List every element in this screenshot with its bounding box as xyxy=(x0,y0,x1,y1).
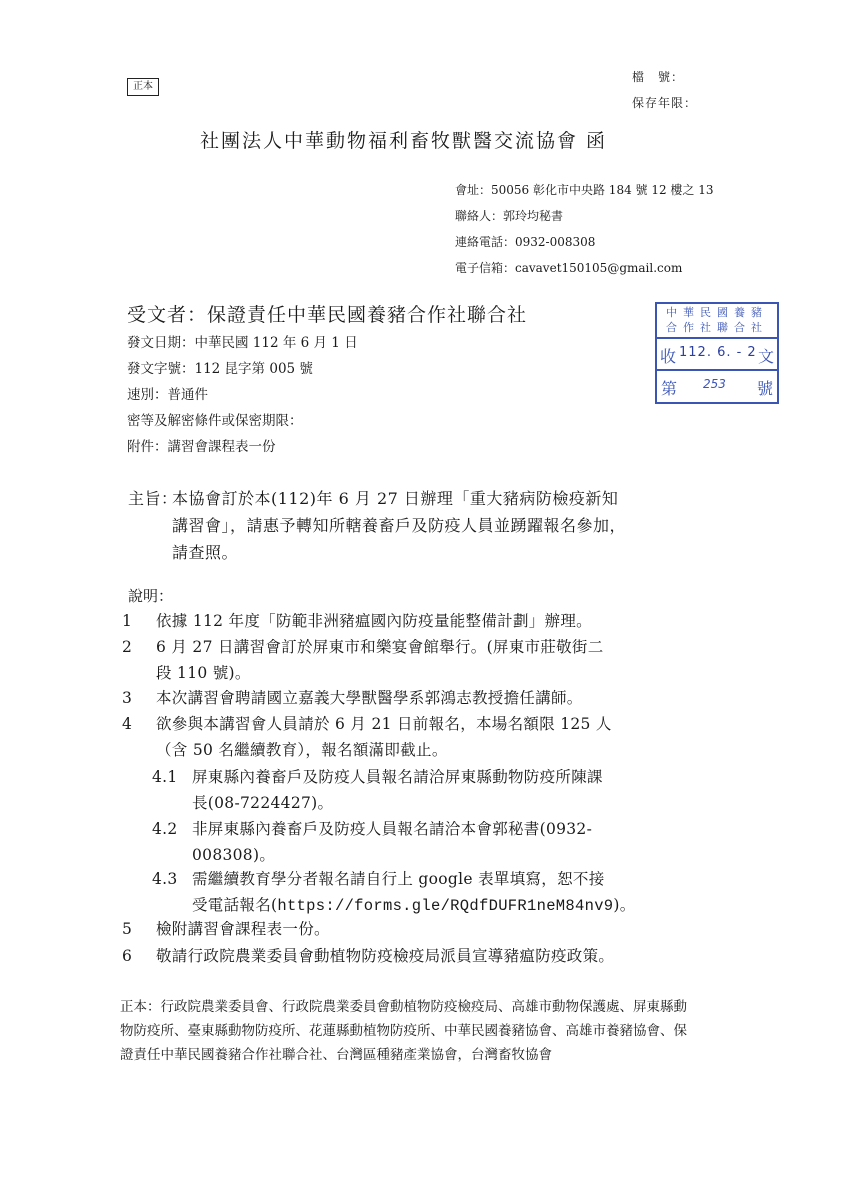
item-text: 檢附講習會課程表一份。 xyxy=(156,920,330,938)
subitem-number: 4.2 xyxy=(152,820,178,838)
subject-line-3: 請查照。 xyxy=(172,543,239,562)
attachment: 附件：講習會課程表一份 xyxy=(127,439,276,455)
stamp-no-prefix: 第 xyxy=(661,379,678,398)
subitem-text-line-2: 長(08-7224427)。 xyxy=(192,794,334,812)
stamp-no-suffix: 號 xyxy=(756,379,773,398)
delivery-speed: 速別：普通件 xyxy=(127,387,208,403)
explanation-subitem-4-2 xyxy=(152,816,752,868)
subject xyxy=(128,485,626,566)
registration-note-end: )。 xyxy=(613,896,636,914)
subject-line-1: 本協會訂於本(112)年 6 月 27 日辦理「重大豬病防檢疫新知 xyxy=(172,489,619,508)
explanation-subitem-4-3 xyxy=(152,866,752,918)
registration-note: 受電話報名( xyxy=(192,896,278,914)
explanation-item-1 xyxy=(122,608,762,634)
secrecy-level: 密等及解密條件或保密期限： xyxy=(127,413,303,429)
stamp-org xyxy=(657,304,777,339)
item-number: 3 xyxy=(122,689,133,707)
contact-person: 聯絡人：郭玲均秘書 xyxy=(455,209,564,223)
item-number: 4 xyxy=(122,715,133,733)
explanation-item-5 xyxy=(122,916,762,942)
explanation-item-3 xyxy=(122,685,762,711)
subject-label: 主旨： xyxy=(128,489,178,508)
subitem-text-line-2: 008308)。 xyxy=(192,846,276,864)
stamp-number-row xyxy=(657,370,777,402)
subitem-number: 4.1 xyxy=(152,768,178,786)
stamp-org-line2: 合作社聯合社 xyxy=(666,321,768,334)
stamp-org-line1: 中華民國養豬 xyxy=(666,306,768,319)
stamp-doc-char: 文 xyxy=(757,347,774,366)
file-number-label: 檔 號： xyxy=(632,70,685,84)
subitem-text-line-1: 非屏東縣內養畜戶及防疫人員報名請洽本會郭秘書(0932- xyxy=(192,820,593,838)
stamp-date-row xyxy=(657,337,777,371)
item-text: 本次講習會聘請國立嘉義大學獸醫學系郭鴻志教授擔任講師。 xyxy=(156,689,583,707)
explanation-item-2 xyxy=(122,634,762,686)
recipient: 受文者：保證責任中華民國養豬合作社聯合社 xyxy=(127,304,528,326)
original-copy-mark: 正本 xyxy=(127,78,159,96)
item-text-line-1: 欲參與本講習會人員請於 6 月 21 日前報名，本場名額限 125 人 xyxy=(156,715,612,733)
subitem-text-line-1: 需繼續教育學分者報名請自行上 google 表單填寫，恕不接 xyxy=(192,870,605,888)
subitem-text-line-2 xyxy=(192,892,636,919)
contact-phone: 連絡電話：0932-008308 xyxy=(455,235,596,249)
google-form-link[interactable]: https://forms.gle/RQdfDUFR1neM84nv9 xyxy=(277,897,614,915)
explanation-item-4 xyxy=(122,711,762,763)
item-text-line-1: 6 月 27 日講習會訂於屏東市和樂宴會館舉行。(屏東市莊敬街二 xyxy=(156,638,604,656)
contact-address: 會址：50056 彰化市中央路 184 號 12 樓之 13 xyxy=(455,183,714,197)
stamp-number: 253 xyxy=(703,377,726,391)
item-text: 敬請行政院農業委員會動植物防疫檢疫局派員宣導豬瘟防疫政策。 xyxy=(156,947,615,965)
item-text-line-2: （含 50 名繼續教育），報名額滿即截止。 xyxy=(156,741,448,759)
item-text: 依據 112 年度「防範非洲豬瘟國內防疫量能整備計劃」辦理。 xyxy=(156,612,592,630)
explanation-subitem-4-1 xyxy=(152,764,752,816)
subitem-number: 4.3 xyxy=(152,870,178,888)
explanation-heading: 說明： xyxy=(128,587,174,605)
item-text-line-2: 段 110 號)。 xyxy=(156,664,251,682)
item-number: 6 xyxy=(122,947,133,965)
subject-line-2: 講習會」，請惠予轉知所轄養畜戶及防疫人員並踴躍報名參加， xyxy=(172,516,627,535)
stamp-date: 112. 6. - 2 xyxy=(679,345,757,360)
item-number: 2 xyxy=(122,638,133,656)
issue-date: 發文日期：中華民國 112 年 6 月 1 日 xyxy=(127,335,358,351)
contact-email: 電子信箱：cavavet150105@gmail.com xyxy=(455,261,683,275)
item-number: 5 xyxy=(122,920,133,938)
document-number: 發文字號：112 昆字第 005 號 xyxy=(127,361,313,377)
stamp-receive-char: 收 xyxy=(660,347,677,366)
document-title: 社團法人中華動物福利畜牧獸醫交流協會 函 xyxy=(200,130,608,152)
explanation-item-6 xyxy=(122,943,762,969)
carbon-copy-list: 正本：行政院農業委員會、行政院農業委員會動植物防疫檢疫局、高雄市動物保護處、屏東縣動物防疫所、臺東縣動物防疫所、花蓮縣動植物防疫所、中華民國養豬協會、高雄市養豬協會、保證責任中華民國養豬合作社聯合社、台灣區種豬產業協會，台灣畜牧協會 xyxy=(120,999,687,1063)
item-number: 1 xyxy=(122,612,133,630)
received-stamp xyxy=(655,302,779,404)
subitem-text-line-1: 屏東縣內養畜戶及防疫人員報名請洽屏東縣動物防疫所陳課 xyxy=(192,768,603,786)
retention-period-label: 保存年限： xyxy=(632,96,698,110)
